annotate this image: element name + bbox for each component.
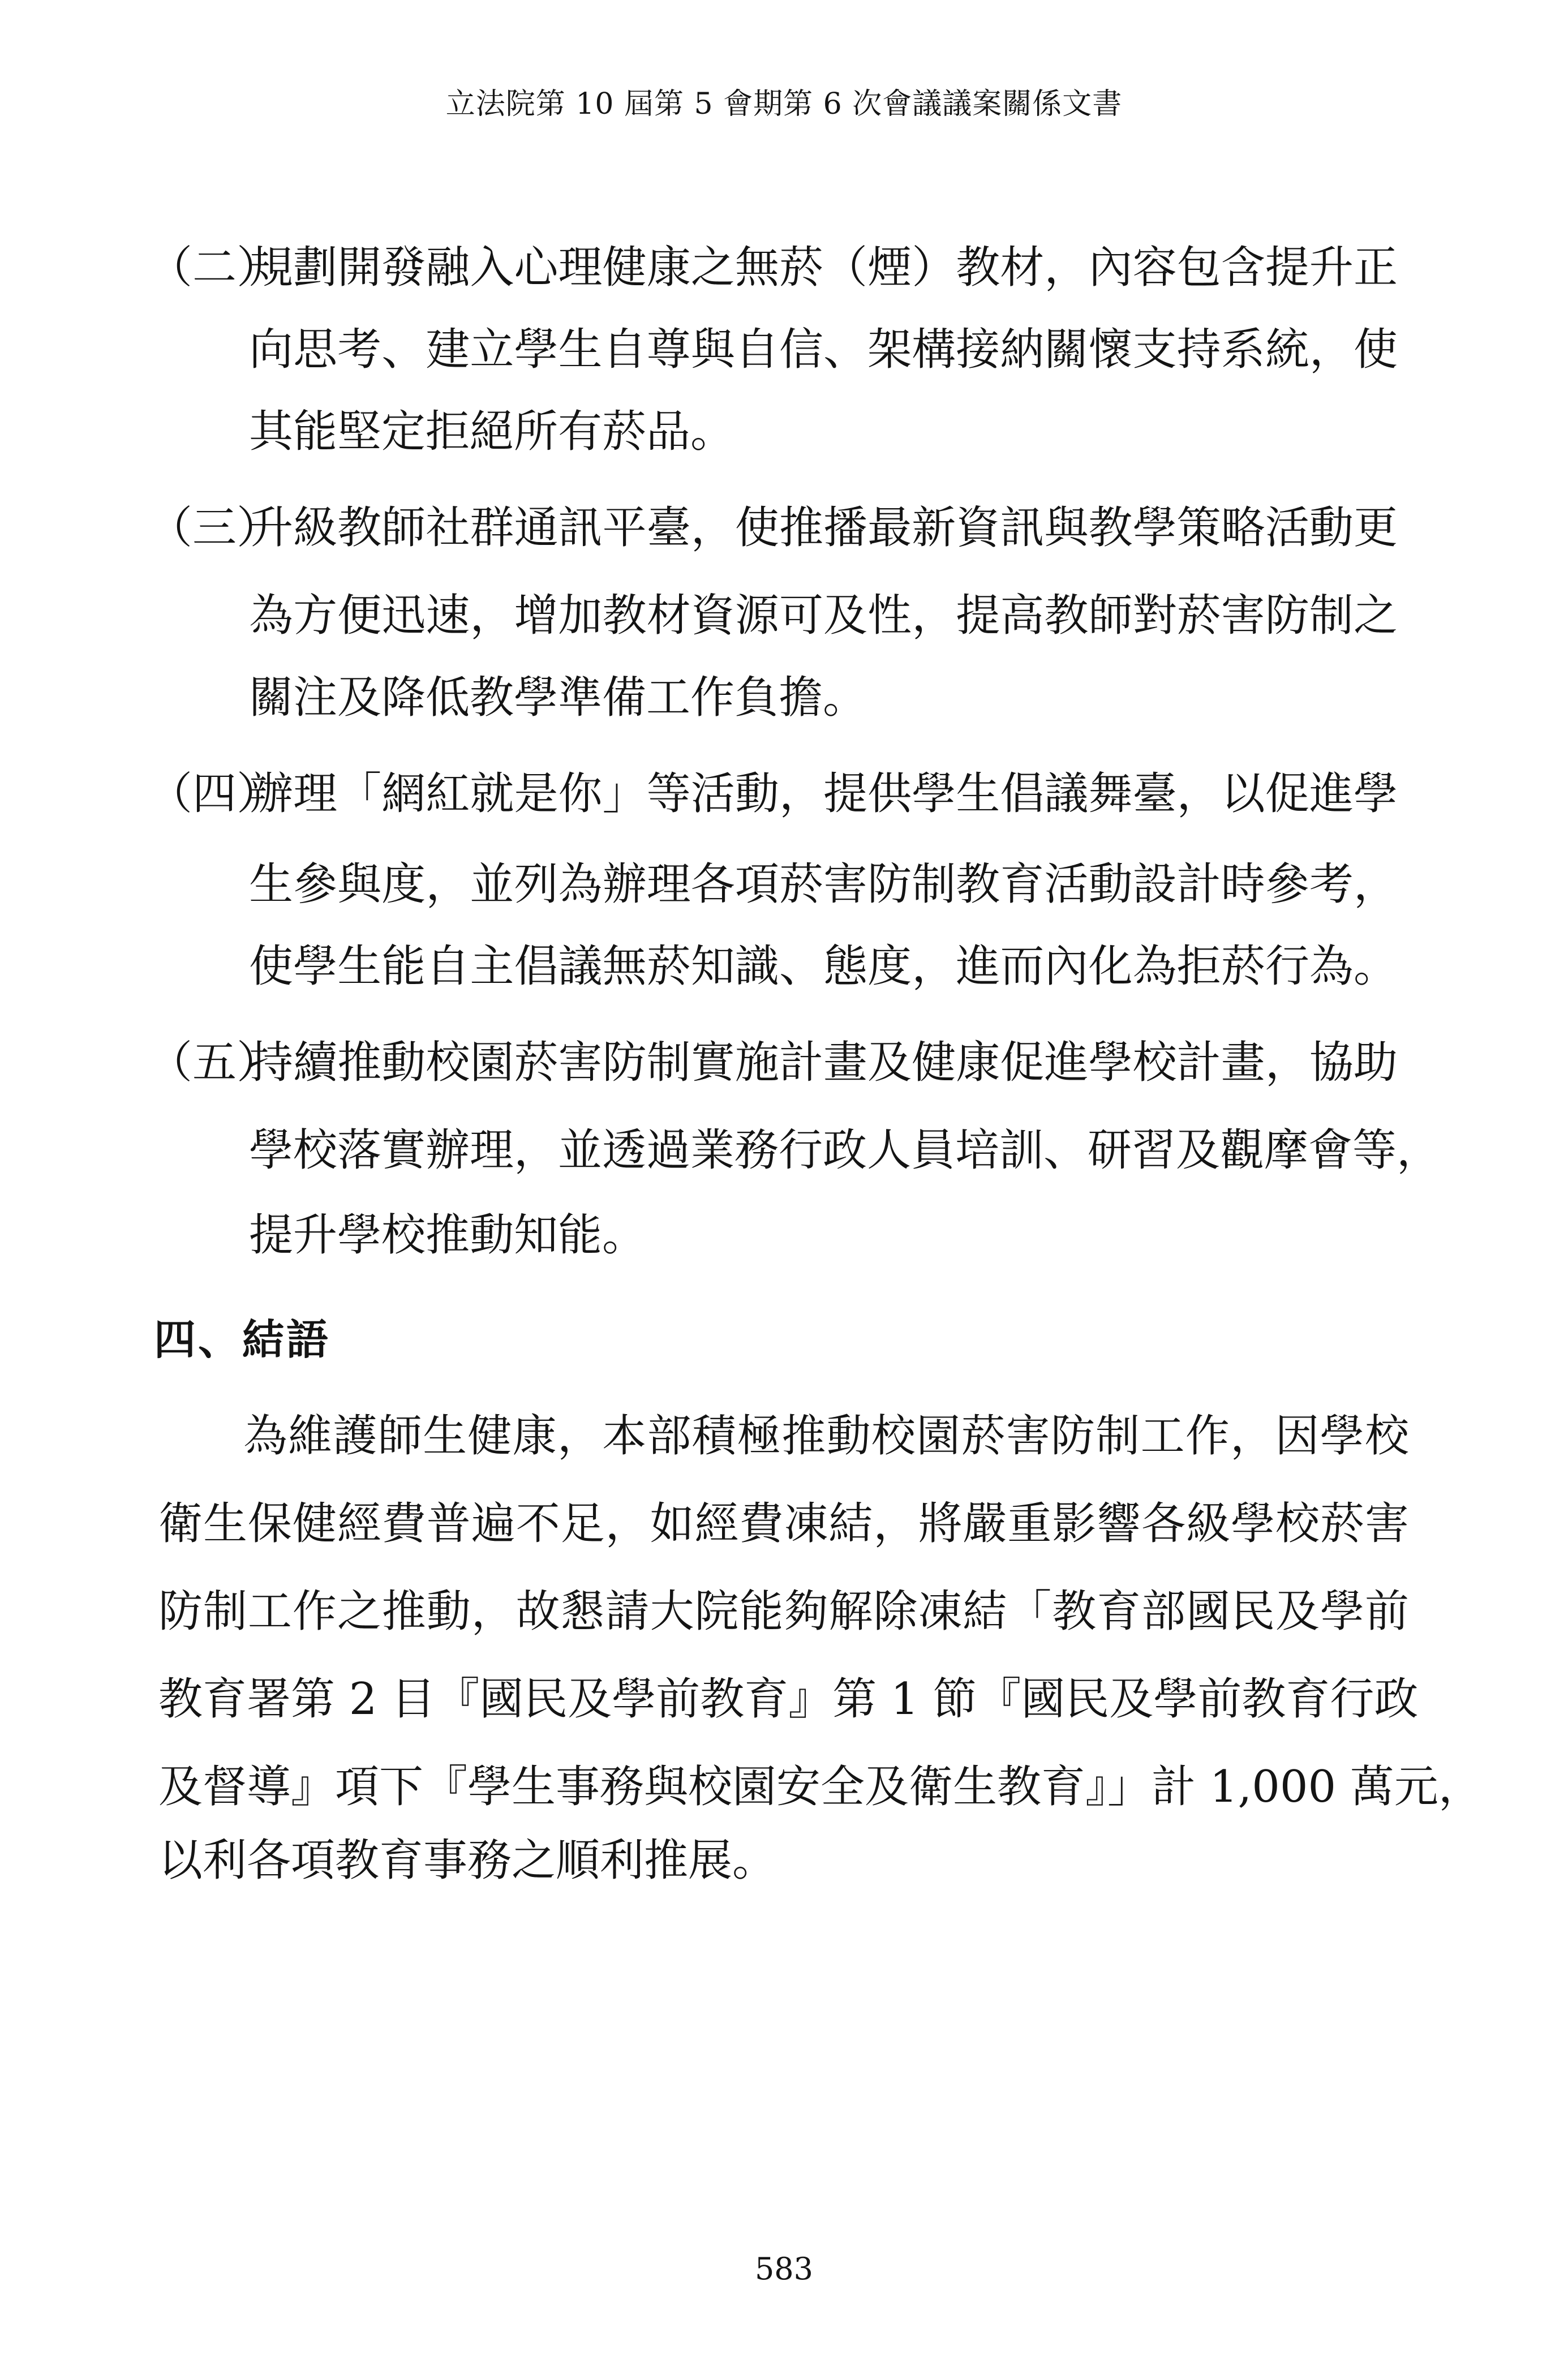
page-number: 583 [754, 2251, 814, 2287]
item-text-line: 規劃開發融入心理健康之無菸（煙）教材，內容包含提升正 [249, 242, 1398, 293]
item-text-line: 提升學校推動知能。 [249, 1210, 647, 1261]
page-header: 立法院第 10 屆第 5 會期第 6 次會議議案關係文書 [445, 87, 1123, 121]
paragraph-line: 教育署第 2 目『國民及學前教育』第 1 節『國民及學前教育行政 [158, 1674, 1419, 1725]
item-text-line: 生參與度，並列為辦理各項菸害防制教育活動設計時參考， [249, 859, 1398, 910]
item-text-line: 為方便迅速，增加教材資源可及性，提高教師對菸害防制之 [249, 590, 1398, 641]
item-text-line: 使學生能自主倡議無菸知識、態度，進而內化為拒菸行為。 [249, 941, 1398, 992]
item-text-line: 其能堅定拒絕所有菸品。 [249, 406, 735, 457]
paragraph-line: 為維護師生健康，本部積極推動校園菸害防制工作，因學校 [243, 1411, 1409, 1462]
item-label: （四） [148, 768, 281, 819]
paragraph-line: 衛生保健經費普遍不足，如經費凍結，將嚴重影響各級學校菸害 [158, 1498, 1409, 1549]
item-label: （三） [148, 502, 281, 553]
paragraph-line: 以利各項教育事務之順利推展。 [158, 1835, 777, 1886]
paragraph-line: 及督導』項下『學生事務與校園安全及衛生教育』」計 1,000 萬元， [158, 1762, 1483, 1812]
item-text-line: 升級教師社群通訊平臺，使推播最新資訊與教學策略活動更 [249, 502, 1398, 553]
paragraph-line: 防制工作之推動，故懇請大院能夠解除凍結「教育部國民及學前 [158, 1586, 1409, 1637]
item-text-line: 學校落實辦理，並透過業務行政人員培訓、研習及觀摩會等， [249, 1125, 1441, 1176]
item-text-line: 持續推動校園菸害防制實施計畫及健康促進學校計畫，協助 [249, 1037, 1398, 1088]
section-heading: 四、結語 [154, 1316, 330, 1364]
item-label: （五） [148, 1037, 281, 1088]
item-text-line: 向思考、建立學生自尊與自信、架構接納關懷支持系統，使 [249, 324, 1398, 375]
item-label: （二） [148, 242, 281, 293]
item-text-line: 關注及降低教學準備工作負擔。 [249, 672, 867, 723]
item-text-line: 辦理「網紅就是你」等活動，提供學生倡議舞臺，以促進學 [249, 768, 1398, 819]
